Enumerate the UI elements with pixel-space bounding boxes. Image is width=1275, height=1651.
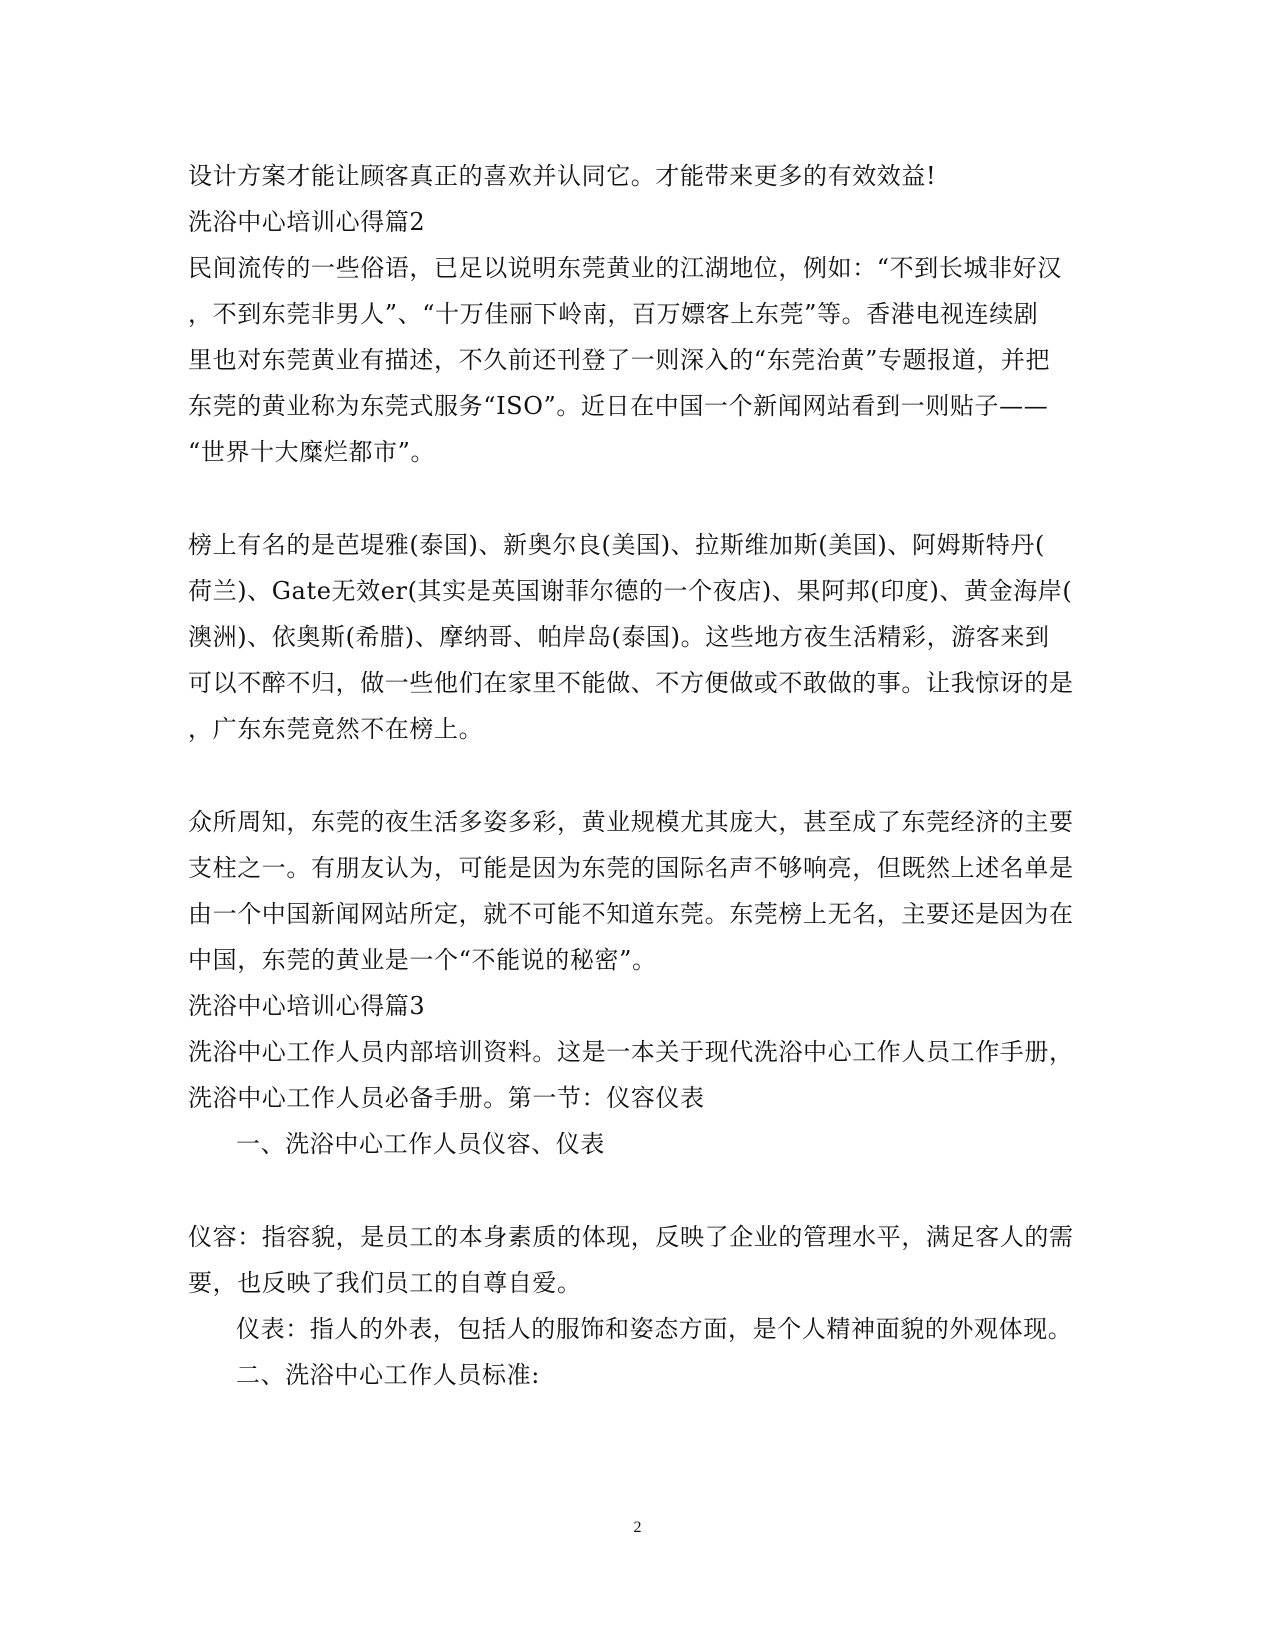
text-line: 里也对东莞黄业有描述，不久前还刊登了一则深入的“东莞治黄”专题报道，并把: [188, 346, 1051, 374]
text-line: 洗浴中心工作人员必备手册。第一节：仪容仪表: [188, 1084, 705, 1112]
text-line: “世界十大糜烂都市”。: [188, 438, 436, 466]
text-line: 设计方案才能让顾客真正的喜欢并认同它。才能带来更多的有效效益!: [188, 162, 937, 190]
text-line: 东莞的黄业称为东莞式服务“ISO”。近日在中国一个新闻网站看到一则贴子——: [188, 392, 1049, 420]
text-line: 榜上有名的是芭堤雅(泰国)、新奥尔良(美国)、拉斯维加斯(美国)、阿姆斯特丹(: [188, 531, 1045, 559]
section-heading: 洗浴中心培训心得篇2: [188, 208, 426, 236]
text-line: 可以不醉不归，做一些他们在家里不能做、不方便做或不敢做的事。让我惊讶的是: [188, 669, 1074, 697]
text-line: 中国，东莞的黄业是一个“不能说的秘密”。: [188, 946, 657, 974]
text-line: 洗浴中心工作人员内部培训资料。这是一本关于现代洗浴中心工作人员工作手册，: [188, 1038, 1074, 1066]
text-line: 民间流传的一些俗语，已足以说明东莞黄业的江湖地位，例如：“不到长城非好汉: [188, 254, 1062, 282]
text-line: 支柱之一。有朋友认为，可能是因为东莞的国际名声不够响亮，但既然上述名单是: [188, 854, 1074, 882]
text-line: 由一个中国新闻网站所定，就不可能不知道东莞。东莞榜上无名，主要还是因为在: [188, 900, 1074, 928]
subheading: 二、洗浴中心工作人员标准:: [236, 1361, 540, 1389]
text-line: 荷兰)、Gate无效er(其实是英国谢菲尔德的一个夜店)、果阿邦(印度)、黄金海岸(: [188, 577, 1073, 605]
subheading: 一、洗浴中心工作人员仪容、仪表: [236, 1130, 605, 1158]
text-line: 要，也反映了我们员工的自尊自爱。: [188, 1269, 582, 1297]
text-line: 仪容：指容貌，是员工的本身素质的体现，反映了企业的管理水平，满足客人的需: [188, 1223, 1074, 1251]
section-heading: 洗浴中心培训心得篇3: [188, 992, 426, 1020]
page-number: 2: [633, 1519, 642, 1536]
text-line: 众所周知，东莞的夜生活多姿多彩，黄业规模尤其庞大，甚至成了东莞经济的主要: [188, 808, 1074, 836]
text-line: 澳洲)、依奥斯(希腊)、摩纳哥、帕岸岛(泰国)。这些地方夜生活精彩，游客来到: [188, 623, 1050, 651]
text-line: ，广东东莞竟然不在榜上。: [188, 715, 484, 743]
text-line: 仪表：指人的外表，包括人的服饰和姿态方面，是个人精神面貌的外观体现。: [236, 1315, 1073, 1343]
text-line: ，不到东莞非男人”、“十万佳丽下岭南，百万嫖客上东莞”等。香港电视连续剧: [188, 300, 1039, 328]
